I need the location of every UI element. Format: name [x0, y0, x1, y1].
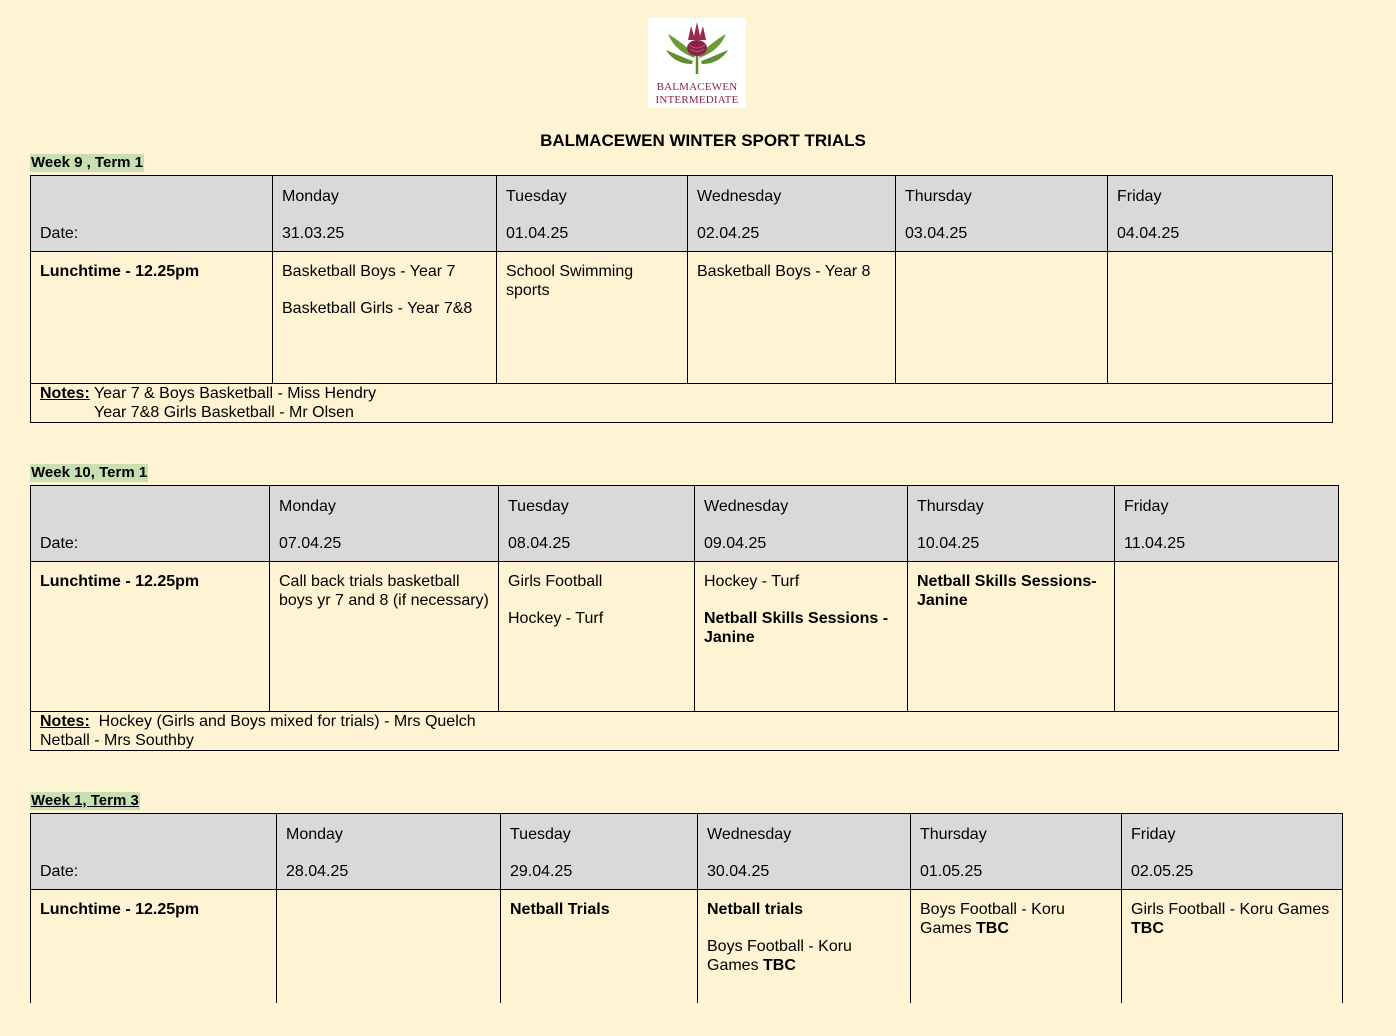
- activity: Basketball Boys - Year 8: [697, 263, 871, 280]
- note: Netball - Mrs Southby: [40, 732, 194, 749]
- day-cell: [499, 486, 695, 562]
- day-date: 03.04.25: [905, 225, 968, 242]
- notes-cell: [31, 384, 1333, 423]
- activity-cell: [501, 890, 698, 1003]
- day-date: 01.04.25: [506, 225, 569, 242]
- day-cell: [277, 814, 501, 890]
- day-cell: [698, 814, 911, 890]
- notes-cell: [31, 712, 1339, 751]
- schedule-table-week-1-term-3: [30, 813, 1343, 1003]
- day-date: 02.04.25: [697, 225, 760, 242]
- activity-cell: [698, 890, 911, 1003]
- day-date: 01.05.25: [920, 863, 983, 880]
- activity-cell: [497, 252, 688, 384]
- header-row: [31, 814, 1343, 890]
- tbc-label: TBC: [1131, 920, 1164, 937]
- day-date: 02.05.25: [1131, 863, 1194, 880]
- activity: Hockey - Turf: [508, 610, 604, 627]
- day-name: Wednesday: [707, 826, 792, 843]
- day-name: Thursday: [920, 826, 987, 843]
- activity: Boys Football - Koru Games: [920, 901, 1065, 937]
- activity-cell: [273, 252, 497, 384]
- corner-cell: [31, 176, 273, 252]
- day-cell: [695, 486, 908, 562]
- day-cell: [497, 176, 688, 252]
- activity: Girls Football: [508, 573, 603, 590]
- day-date: 08.04.25: [508, 535, 571, 552]
- day-date: 29.04.25: [510, 863, 573, 880]
- corner-cell: [31, 486, 270, 562]
- lunchtime-label: Lunchtime - 12.25pm: [31, 562, 270, 712]
- activity: Netball Skills Sessions- Janine: [917, 573, 1097, 609]
- day-date: 11.04.25: [1124, 535, 1186, 552]
- notes-label: Notes:: [40, 713, 90, 730]
- activity: Netball Skills Sessions - Janine: [704, 610, 889, 646]
- notes-row: [31, 384, 1333, 423]
- notes-row: [31, 712, 1339, 751]
- day-cell: [908, 486, 1115, 562]
- day-date: 07.04.25: [279, 535, 342, 552]
- activity-cell: [908, 562, 1115, 712]
- notes-label: Notes:: [40, 385, 90, 402]
- activity: Basketball Girls - Year 7&8: [282, 300, 473, 317]
- activity-cell: [911, 890, 1122, 1003]
- date-label: Date:: [40, 863, 79, 880]
- corner-cell: [31, 814, 277, 890]
- logo-text-line1: BALMACEWEN: [656, 81, 738, 93]
- day-date: 10.04.25: [917, 535, 980, 552]
- activity: Boys Football - Koru Games: [707, 938, 852, 974]
- note: Year 7&8 Girls Basketball - Mr Olsen: [94, 404, 354, 421]
- page-title: BALMACEWEN WINTER SPORT TRIALS: [540, 131, 866, 150]
- lunchtime-row: [31, 890, 1343, 1003]
- day-cell: [1122, 814, 1343, 890]
- day-cell: [688, 176, 896, 252]
- activity-cell: [695, 562, 908, 712]
- day-name: Tuesday: [506, 188, 567, 205]
- week-label: Week 9 , Term 1: [31, 154, 144, 171]
- day-date: 31.03.25: [282, 225, 345, 242]
- week-label: Week 10, Term 1: [31, 464, 148, 481]
- activity: Call back trials basketball boys yr 7 and 8 (if necessary): [279, 573, 489, 609]
- logo-text-line2: INTERMEDIATE: [655, 94, 739, 106]
- day-name: Tuesday: [508, 498, 569, 515]
- day-name: Thursday: [917, 498, 984, 515]
- activity: Netball Trials: [510, 901, 610, 918]
- activity: Hockey - Turf: [704, 573, 800, 590]
- lunchtime-label: Lunchtime - 12.25pm: [31, 890, 277, 1003]
- day-name: Monday: [279, 498, 336, 515]
- day-cell: [270, 486, 499, 562]
- activity-cell: [688, 252, 896, 384]
- activity-cell: [1122, 890, 1343, 1003]
- activity: School Swimming sports: [506, 263, 634, 299]
- school-logo: [648, 18, 746, 108]
- lunchtime-row: [31, 252, 1333, 384]
- date-label: Date:: [40, 535, 79, 552]
- activity-cell: [270, 562, 499, 712]
- day-cell: [501, 814, 698, 890]
- day-date: 28.04.25: [286, 863, 349, 880]
- day-name: Wednesday: [697, 188, 782, 205]
- note: Hockey (Girls and Boys mixed for trials) - Mrs Quelch: [98, 713, 476, 730]
- day-cell: [273, 176, 497, 252]
- week-label: Week 1, Term 3: [31, 792, 139, 809]
- activity-cell: [499, 562, 695, 712]
- lunchtime-label: Lunchtime - 12.25pm: [31, 252, 273, 384]
- day-cell: [911, 814, 1122, 890]
- day-cell: [1115, 486, 1339, 562]
- tbc-label: TBC: [763, 957, 796, 974]
- day-name: Friday: [1117, 188, 1162, 205]
- day-name: Wednesday: [704, 498, 789, 515]
- note: Year 7 & Boys Basketball - Miss Hendry: [93, 385, 377, 402]
- day-name: Tuesday: [510, 826, 571, 843]
- day-date: 30.04.25: [707, 863, 770, 880]
- schedule-table-week-9: [30, 175, 1333, 423]
- schedule-table-week-10: [30, 485, 1339, 751]
- date-label: Date:: [40, 225, 79, 242]
- day-cell: [896, 176, 1108, 252]
- tbc-label: TBC: [976, 920, 1009, 937]
- header-row: [31, 176, 1333, 252]
- header-row: [31, 486, 1339, 562]
- activity: Girls Football - Koru Games: [1131, 901, 1330, 918]
- day-date: 04.04.25: [1117, 225, 1180, 242]
- thistle-icon: [648, 18, 746, 80]
- activity-cell: [1108, 252, 1333, 384]
- day-name: Monday: [282, 188, 339, 205]
- day-cell: [1108, 176, 1333, 252]
- activity: Basketball Boys - Year 7: [282, 263, 456, 280]
- lunchtime-row: [31, 562, 1339, 712]
- activity: Netball trials: [707, 901, 804, 918]
- activity-cell: [896, 252, 1108, 384]
- day-date: 09.04.25: [704, 535, 767, 552]
- day-name: Friday: [1131, 826, 1176, 843]
- day-name: Thursday: [905, 188, 972, 205]
- day-name: Friday: [1124, 498, 1169, 515]
- day-name: Monday: [286, 826, 343, 843]
- activity-cell: [277, 890, 501, 1003]
- activity-cell: [1115, 562, 1339, 712]
